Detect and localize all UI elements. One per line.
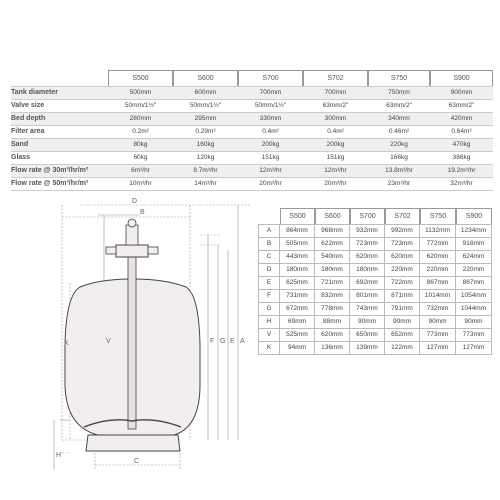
spec-cell: 50mm/1½" <box>254 102 287 109</box>
dimension-cell: 220mm <box>385 264 420 276</box>
spec-row-label: Bed depth <box>11 115 46 122</box>
label-e: E <box>230 338 235 345</box>
dimension-table-header <box>258 208 492 224</box>
dimension-cell: 90mm <box>420 316 456 328</box>
dimension-row <box>258 250 492 263</box>
dimension-cell: 871mm <box>385 290 420 302</box>
dimension-cell: 1044mm <box>456 303 492 315</box>
dimension-row <box>258 289 492 302</box>
dimension-cell: 918mm <box>456 238 492 250</box>
spec-cell: 600mm <box>194 89 217 96</box>
dimension-cell: 721mm <box>315 277 350 289</box>
valve-port-right <box>148 247 158 254</box>
spec-cell: 700mm <box>259 89 282 96</box>
dimension-cell: 801mm <box>350 290 385 302</box>
dimension-cell: 832mm <box>315 290 350 302</box>
spec-cell: 420mm <box>450 115 473 122</box>
spec-cell: 50mm/1½" <box>189 102 222 109</box>
spec-cell: 700mm <box>324 89 347 96</box>
dimension-cell: 180mm <box>280 264 315 276</box>
filter-diagram <box>40 195 250 485</box>
spec-cell: 280mm <box>129 115 152 122</box>
spec-cell: 386kg <box>452 154 471 161</box>
spec-cell: 32m³/hr <box>450 180 473 187</box>
spec-cell: 151kg <box>326 154 345 161</box>
dimension-cell: 622mm <box>315 238 350 250</box>
dimension-cell: 90mm <box>350 316 385 328</box>
dimension-cell: 624mm <box>456 251 492 263</box>
spec-cell: 50mm/1½" <box>124 102 157 109</box>
dimension-row <box>258 237 492 250</box>
dimension-cell: 94mm <box>280 342 315 354</box>
spec-cell: 166kg <box>390 154 408 161</box>
spec-cell: 14m³/hr <box>194 180 217 187</box>
dimension-cell: 620mm <box>350 251 385 263</box>
dimension-row <box>258 302 492 315</box>
dimension-row-label: V <box>258 329 280 341</box>
label-v: V <box>106 338 111 345</box>
spec-cell: 63mm/2" <box>322 102 349 109</box>
dimension-cell: 1234mm <box>456 225 492 237</box>
spec-cell: 6m³/hr <box>131 167 150 174</box>
valve-port-left <box>106 247 116 254</box>
dimension-row <box>258 276 492 289</box>
dimension-cell: 136mm <box>315 342 350 354</box>
dimension-cell: 992mm <box>385 225 420 237</box>
dimension-cell: 127mm <box>420 342 456 354</box>
dimension-cell: 652mm <box>385 329 420 341</box>
dim-model-s700: S700 <box>350 208 385 224</box>
spec-cell: 12m³/hr <box>259 167 282 174</box>
spec-cell: 19.2m³/hr <box>447 167 476 174</box>
dimension-cell: 180mm <box>350 264 385 276</box>
dimension-cell: 127mm <box>456 342 492 354</box>
spec-cell: 340mm <box>388 115 410 122</box>
label-b: B <box>140 209 145 216</box>
dimension-row <box>258 315 492 328</box>
label-k: K <box>64 340 69 347</box>
tank-base <box>86 435 180 451</box>
spec-row <box>11 138 493 151</box>
dimension-table <box>258 208 492 355</box>
dimension-cell: 625mm <box>280 277 315 289</box>
spec-cell: 13.8m³/hr <box>385 167 413 174</box>
dimension-cell: 90mm <box>385 316 420 328</box>
dimension-cell: 650mm <box>350 329 385 341</box>
dimension-cell: 620mm <box>385 251 420 263</box>
dimension-cell: 692mm <box>350 277 385 289</box>
dimension-cell: 672mm <box>280 303 315 315</box>
spec-cell: 0.46m² <box>388 128 410 135</box>
spec-model-s600: S600 <box>173 70 238 86</box>
dimension-cell: 1014mm <box>420 290 456 302</box>
valve-handle <box>126 225 138 245</box>
spec-row <box>11 99 493 112</box>
dimension-cell: 867mm <box>456 277 492 289</box>
spec-model-s700: S700 <box>238 70 303 86</box>
spec-cell: 220kg <box>390 141 408 148</box>
spec-row-label: Valve size <box>11 102 45 109</box>
label-f: F <box>210 338 215 345</box>
valve-knob <box>128 219 136 227</box>
spec-cell: 0.64m² <box>451 128 472 135</box>
dimension-cell: 773mm <box>420 329 456 341</box>
spec-table-header <box>11 70 493 86</box>
spec-cell: 120kg <box>196 154 215 161</box>
central-pipe <box>128 257 136 429</box>
dimension-cell: 791mm <box>385 303 420 315</box>
dim-model-s750: S750 <box>420 208 456 224</box>
spec-cell: 63mm/2" <box>448 102 475 109</box>
spec-row <box>11 164 493 177</box>
spec-cell: 300mm <box>324 115 347 122</box>
dimension-row-label: A <box>258 225 280 237</box>
label-d: D <box>132 198 138 205</box>
dimension-cell: 525mm <box>280 329 315 341</box>
spec-cell: 151kg <box>261 154 280 161</box>
dimension-row-label: G <box>258 303 280 315</box>
spec-row-label: Flow rate @ 30m³/hr/m² <box>11 167 89 174</box>
dimension-row-label: C <box>258 251 280 263</box>
dimension-cell: 220mm <box>420 264 456 276</box>
dimension-cell: 1132mm <box>420 225 456 237</box>
dimension-cell: 1054mm <box>456 290 492 302</box>
dimension-row-label: B <box>258 238 280 250</box>
dimension-cell: 722mm <box>385 277 420 289</box>
dimension-cell: 69mm <box>280 316 315 328</box>
filter-diagram-svg <box>40 195 250 485</box>
dimension-row <box>258 341 492 355</box>
spec-row-label: Filter area <box>11 128 45 135</box>
dimension-cell: 540mm <box>315 251 350 263</box>
spec-cell: 500mm <box>129 89 152 96</box>
spec-cell: 0.29m² <box>195 128 216 135</box>
spec-cell: 20m³/hr <box>259 180 282 187</box>
dimension-cell: 723mm <box>350 238 385 250</box>
spec-cell: 12m³/hr <box>324 167 347 174</box>
spec-cell: 470kg <box>452 141 471 148</box>
spec-cell: 295mm <box>194 115 217 122</box>
dimension-cell: 620mm <box>420 251 456 263</box>
label-g: G <box>220 338 226 345</box>
dimension-cell: 864mm <box>280 225 315 237</box>
dim-model-s500: S500 <box>280 208 315 224</box>
dimension-cell: 778mm <box>315 303 350 315</box>
dimension-cell: 932mm <box>350 225 385 237</box>
spec-row-label: Tank diameter <box>11 89 58 96</box>
spec-row-label: Flow rate @ 50m³/hr/m² <box>11 180 89 187</box>
spec-cell: 63mm/2" <box>386 102 412 109</box>
dimension-cell: 968mm <box>315 225 350 237</box>
dimension-cell: 122mm <box>385 342 420 354</box>
spec-cell: 200kg <box>261 141 280 148</box>
spec-cell: 200kg <box>326 141 345 148</box>
dimension-cell: 505mm <box>280 238 315 250</box>
dimension-cell: 180mm <box>315 264 350 276</box>
dimension-cell: 90mm <box>456 316 492 328</box>
dimension-cell: 867mm <box>420 277 456 289</box>
spec-row <box>11 112 493 125</box>
dimension-cell: 139mm <box>350 342 385 354</box>
dim-model-s702: S702 <box>385 208 420 224</box>
spec-cell: 0.4m² <box>262 128 279 135</box>
dimension-row-label: E <box>258 277 280 289</box>
dimension-cell: 88mm <box>315 316 350 328</box>
dimension-cell: 220mm <box>456 264 492 276</box>
dimension-row-label: F <box>258 290 280 302</box>
spec-row-label: Sand <box>11 141 29 148</box>
spec-cell: 20m³/hr <box>324 180 347 187</box>
spec-row <box>11 86 493 99</box>
dim-model-s600: S600 <box>315 208 350 224</box>
spec-row-label: Glass <box>11 154 31 161</box>
spec-cell: 750mm <box>388 89 410 96</box>
dimension-cell: 743mm <box>350 303 385 315</box>
dimension-row <box>258 263 492 276</box>
label-c: C <box>134 458 140 465</box>
spec-cell: 900mm <box>450 89 473 96</box>
tank <box>65 219 200 451</box>
spec-cell: 330mm <box>259 115 282 122</box>
spec-model-s750: S750 <box>368 70 430 86</box>
spec-cell: 60kg <box>133 154 148 161</box>
spec-cell: 160kg <box>196 141 215 148</box>
label-h: H <box>56 452 62 459</box>
dimension-cell: 620mm <box>315 329 350 341</box>
label-a: A <box>240 338 245 345</box>
dimension-cell: 731mm <box>280 290 315 302</box>
dimension-cell: 732mm <box>420 303 456 315</box>
spec-cell: 8.7m³/hr <box>193 167 218 174</box>
spec-model-s500: S500 <box>108 70 173 86</box>
dimension-cell: 773mm <box>456 329 492 341</box>
dimension-cell: 772mm <box>420 238 456 250</box>
dimension-cell: 723mm <box>385 238 420 250</box>
spec-row <box>11 151 493 164</box>
spec-cell: 10m³/hr <box>129 180 152 187</box>
dimension-row <box>258 224 492 237</box>
dim-model-s900: S900 <box>456 208 492 224</box>
spec-cell: 23m³/hr <box>387 180 411 187</box>
spec-model-s702: S702 <box>303 70 368 86</box>
spec-row <box>11 177 493 191</box>
valve-body <box>116 245 148 257</box>
dimension-row-label: K <box>258 342 280 354</box>
dimension-row-label: D <box>258 264 280 276</box>
spec-cell: 0.4m² <box>327 128 344 135</box>
dimension-row-label: H <box>258 316 280 328</box>
spec-cell: 80kg <box>133 141 148 148</box>
spec-model-s900: S900 <box>430 70 493 86</box>
dimension-cell: 443mm <box>280 251 315 263</box>
spec-row <box>11 125 493 138</box>
dimension-row <box>258 328 492 341</box>
spec-cell: 0.2m² <box>132 128 149 135</box>
spec-table <box>11 70 493 191</box>
